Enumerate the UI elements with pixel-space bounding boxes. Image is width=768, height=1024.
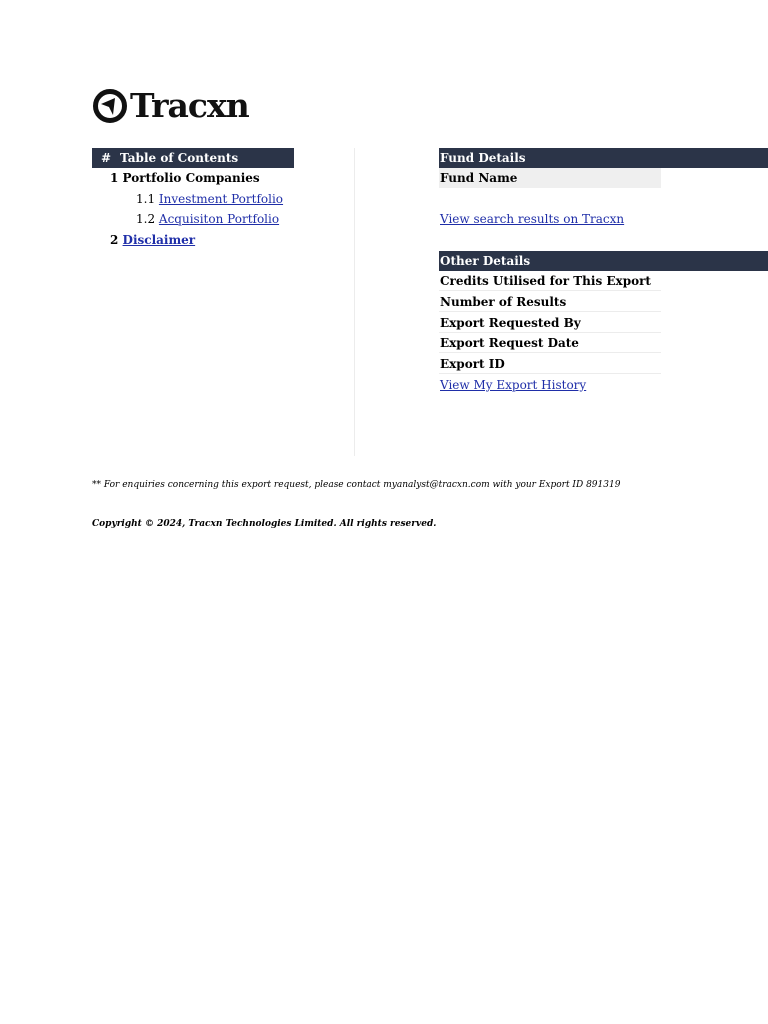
brand-name: Tracxn <box>130 86 249 125</box>
toc-header <box>92 148 294 168</box>
toc-title: Table of Contents <box>120 151 239 165</box>
enquiry-note: ** For enquiries concerning this export request, please contact myanalyst@tracxn.com with your Export ID 891319 <box>92 480 621 490</box>
tracxn-logo-icon <box>92 88 128 124</box>
toc-hash: # <box>101 151 112 165</box>
toc-item-disclaimer: 2 Disclaimer <box>110 233 196 247</box>
fund-name-label: Fund Name <box>439 168 661 188</box>
other-details-header: Other Details <box>439 251 768 271</box>
export-history-link[interactable]: View My Export History <box>440 378 587 392</box>
tracxn-logo <box>92 88 249 124</box>
toc-item-investment-portfolio: 1.1 Investment Portfolio <box>136 192 284 206</box>
fund-details-header: Fund Details <box>439 148 768 168</box>
acquisition-portfolio-link[interactable]: Acquisiton Portfolio <box>158 212 280 226</box>
toc-item-portfolio-companies: 1 Portfolio Companies <box>110 171 260 185</box>
column-divider <box>354 148 355 456</box>
copyright-note: Copyright © 2024, Tracxn Technologies Limited. All rights reserved. <box>92 519 437 529</box>
disclaimer-link[interactable]: Disclaimer <box>122 233 196 247</box>
search-results-link[interactable]: View search results on Tracxn <box>440 212 625 226</box>
toc-item-acquisition-portfolio: 1.2 Acquisiton Portfolio <box>136 212 280 226</box>
export-requested-by-label: Export Requested By <box>439 313 661 333</box>
investment-portfolio-link[interactable]: Investment Portfolio <box>158 192 284 206</box>
number-of-results-label: Number of Results <box>439 292 661 312</box>
credits-utilised-label: Credits Utilised for This Export <box>439 271 661 291</box>
export-id-label: Export ID <box>439 354 661 374</box>
export-request-date-label: Export Request Date <box>439 333 661 353</box>
